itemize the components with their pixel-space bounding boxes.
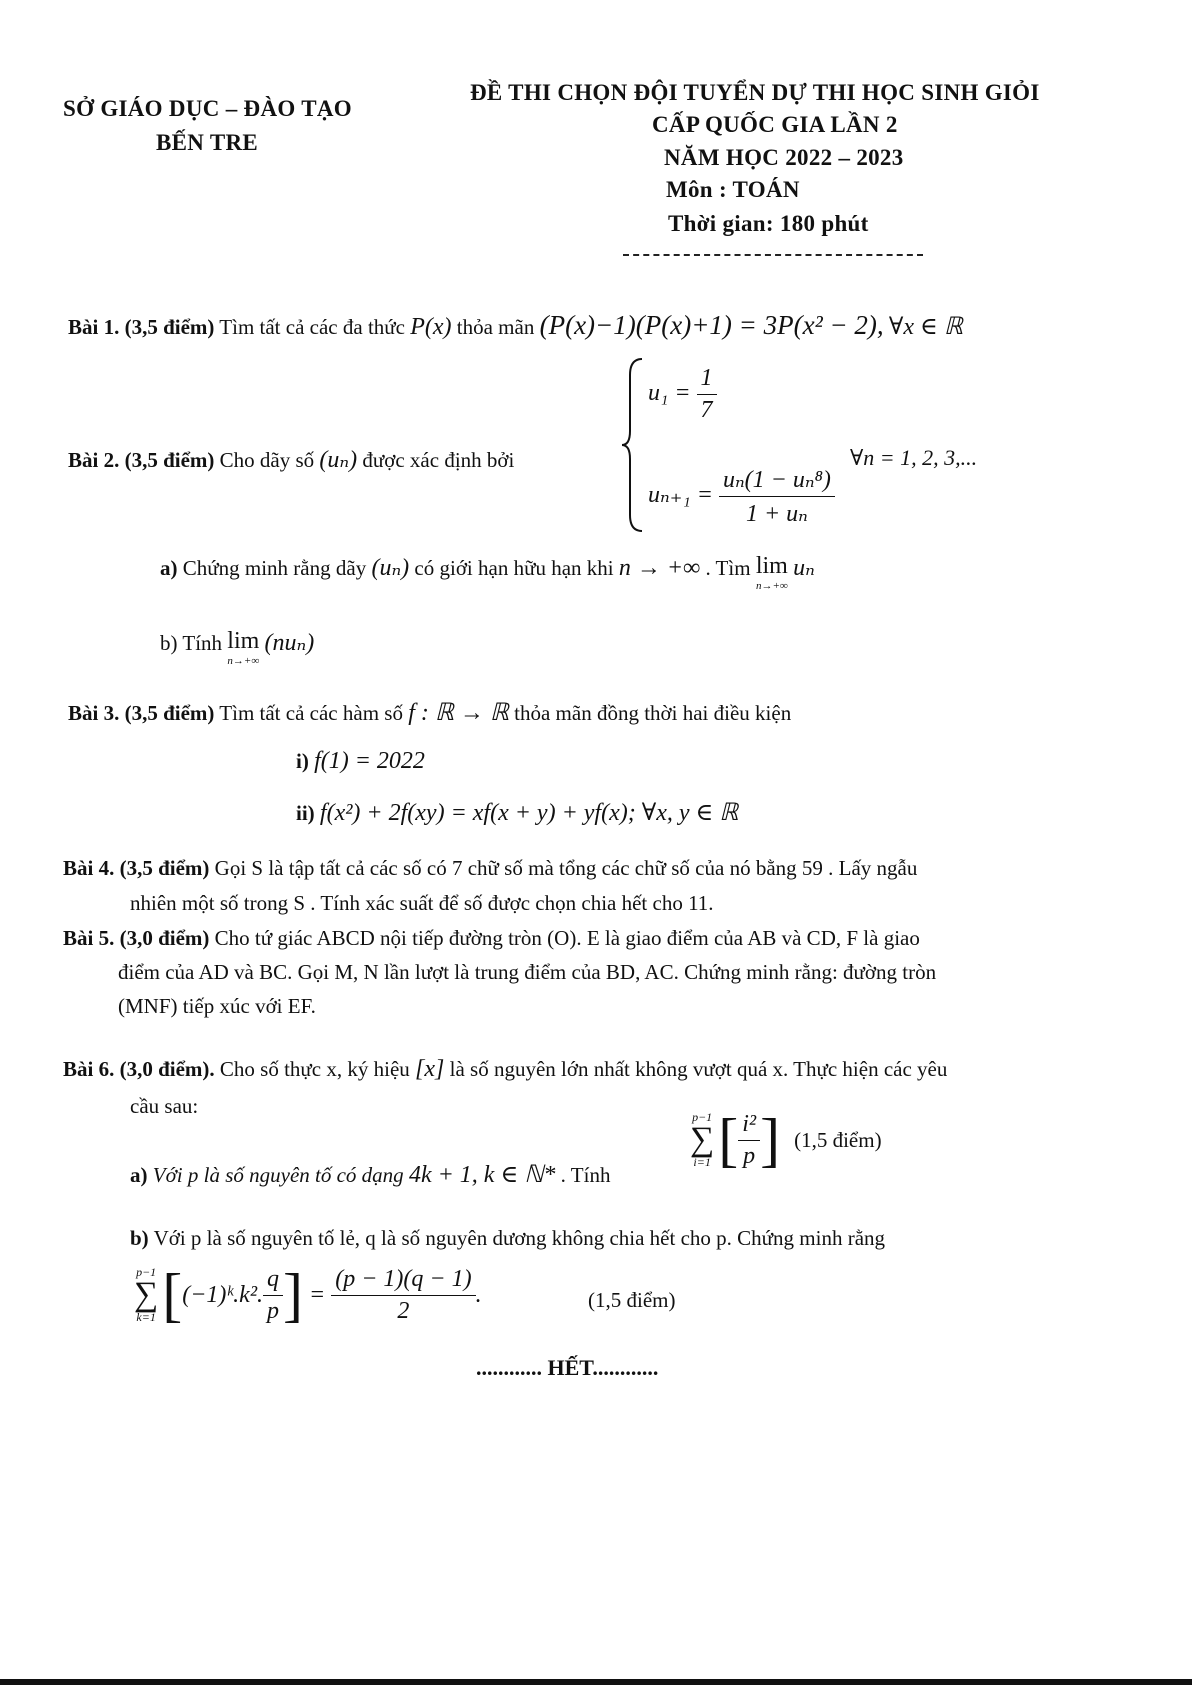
subject: Môn : TOÁN <box>666 177 800 202</box>
problem-6b <box>130 1226 885 1251</box>
problem-1-quantifier: ∀x ∈ ℝ <box>888 314 963 340</box>
cond-ii-label: ii) <box>296 801 315 825</box>
sum-a-fraction <box>738 1111 760 1170</box>
recurrence-un <box>648 465 835 528</box>
un-denominator: 1 + uₙ <box>745 501 808 527</box>
problem-6-label: Bài 6. (3,0 điểm). <box>63 1057 215 1081</box>
rhs-fraction <box>331 1266 475 1325</box>
problem-2b-lim <box>227 628 259 667</box>
problem-6-line1 <box>63 1056 947 1083</box>
u1-denominator: 7 <box>700 397 713 423</box>
sum-b-fraction <box>263 1266 283 1325</box>
sigma-a-icon: ∑ <box>690 1121 715 1158</box>
problem-6-floor: [x] <box>415 1056 445 1082</box>
problem-2-text-before: Cho dãy số <box>219 448 315 472</box>
problem-1-label: Bài 1. (3,5 điểm) <box>68 315 215 339</box>
un-fraction <box>719 465 835 528</box>
problem-2a-text2: có giới hạn hữu hạn khi <box>414 556 614 580</box>
problem-6b-identity <box>134 1262 482 1328</box>
lim-word: lim <box>755 553 788 579</box>
bracket-a-left: [ <box>718 1107 739 1173</box>
sum-b-term: (−1)ᵏ.k². <box>182 1281 264 1308</box>
sigma-b-icon: ∑ <box>134 1276 159 1313</box>
un-numerator: uₙ(1 − uₙ⁸) <box>719 465 835 497</box>
problem-1-text: Tìm tất cả các đa thức <box>219 315 405 339</box>
rhs-den: 2 <box>397 1297 410 1324</box>
cond-i-expr: f(1) = 2022 <box>314 748 425 774</box>
problem-6a-label: a) <box>130 1163 148 1187</box>
sum-b-bottom: k=1 <box>136 1310 156 1324</box>
problem-3-label: Bài 3. (3,5 điểm) <box>68 701 215 725</box>
problem-2a-text3: . Tìm <box>705 556 751 580</box>
bracket-b-left: [ <box>162 1262 183 1328</box>
sum-a-num: i² <box>738 1111 760 1141</box>
sum-a-den: p <box>743 1142 756 1169</box>
bracket-b-right: ] <box>283 1262 303 1328</box>
problem-2a-limit: n → +∞ <box>618 555 701 581</box>
end-marker: ............ HẾT............ <box>476 1355 659 1380</box>
sum-b-num: q <box>263 1266 283 1296</box>
problem-6a-text2: . Tính <box>560 1163 611 1187</box>
department-name: SỞ GIÁO DỤC – ĐÀO TẠO <box>63 96 352 121</box>
rhs-period: . <box>475 1281 482 1308</box>
exam-subtitle: CẤP QUỐC GIA LẦN 2 <box>652 112 898 137</box>
sum-b-den: p <box>267 1297 280 1324</box>
u1-lhs: u₁ = <box>648 380 691 407</box>
system-brace <box>618 355 648 535</box>
problem-2b <box>160 628 314 667</box>
problem-6-text1a: Cho số thực x, ký hiệu <box>219 1057 410 1081</box>
sum-a-bottom: i=1 <box>693 1155 711 1169</box>
un-lhs: uₙ₊₁ = <box>648 482 713 509</box>
problem-1-poly: P(x) <box>410 314 452 340</box>
problem-5-line3: (MNF) tiếp xúc với EF. <box>118 994 316 1018</box>
lim-subscript-b: n→+∞ <box>227 655 260 667</box>
bracket-a-right: ] <box>760 1107 781 1173</box>
problem-2-text-after: được xác định bởi <box>362 448 515 472</box>
lim-word-b: lim <box>227 628 260 654</box>
problem-3-text: Tìm tất cả các hàm số <box>219 701 403 725</box>
problem-2-intro <box>68 445 514 474</box>
problem-2a-seq: (uₙ) <box>371 555 410 581</box>
problem-2a-label: a) <box>160 556 178 580</box>
u1-fraction <box>697 365 717 424</box>
problem-3-cond-i <box>296 748 425 775</box>
problem-1 <box>68 310 963 341</box>
equals-sign: = <box>309 1281 326 1308</box>
problem-1-equation: (P(x)−1)(P(x)+1) = 3P(x² − 2), <box>539 310 884 340</box>
problem-4-line2: nhiên một số trong S . Tính xác suất để số được chọn chia hết cho 11. <box>130 891 714 915</box>
header-divider <box>623 254 923 256</box>
problem-5-text1: Cho tứ giác ABCD nội tiếp đường tròn (O). E là giao điểm của AB và CD, F là giao <box>214 926 920 950</box>
problem-3 <box>68 698 791 727</box>
problem-2b-label: b) Tính <box>160 631 223 655</box>
problem-6b-text: Với p là số nguyên tố lẻ, q là số nguyên dương không chia hết cho p. Chứng minh rằng <box>153 1226 886 1250</box>
province-name: BẾN TRE <box>156 130 259 155</box>
problem-2a-lim <box>756 553 788 592</box>
problem-4-text1: Gọi S là tập tất cả các số có 7 chữ số mà tổng các chữ số của nó bằng 59 . Lấy ngẫu <box>214 856 918 880</box>
duration: Thời gian: 180 phút <box>668 211 869 236</box>
problem-3-text2: thỏa mãn đồng thời hai điều kiện <box>514 701 792 725</box>
problem-5-label: Bài 5. (3,0 điểm) <box>63 926 210 950</box>
problem-6-text1b: là số nguyên lớn nhất không vượt quá x. Thực hiện các yêu <box>449 1057 948 1081</box>
problem-6a <box>130 1160 610 1189</box>
cond-i-label: i) <box>296 749 309 773</box>
cond-ii-expr: f(x²) + 2f(xy) = xf(x + y) + yf(x); ∀x, y ∈ ℝ <box>319 800 739 826</box>
problem-4-line1 <box>63 856 917 881</box>
problem-2-seq: (uₙ) <box>319 447 358 473</box>
problem-6a-form: 4k + 1, k ∈ ℕ* <box>408 1162 556 1188</box>
recurrence-forall: ∀n = 1, 2, 3,... <box>850 445 978 470</box>
problem-3-cond-ii <box>296 798 738 827</box>
problem-4-label: Bài 4. (3,5 điểm) <box>63 856 210 880</box>
u1-numerator: 1 <box>697 365 717 395</box>
problem-2a <box>160 553 815 592</box>
problem-6b-label: b) <box>130 1226 149 1250</box>
school-year: NĂM HỌC 2022 – 2023 <box>664 145 904 170</box>
problem-6a-points: (1,5 điểm) <box>794 1127 882 1152</box>
sum-b-sigma <box>134 1265 158 1325</box>
exam-title: ĐỀ THI CHỌN ĐỘI TUYỂN DỰ THI HỌC SINH GIỎI <box>470 80 1040 105</box>
problem-3-func: f : ℝ → ℝ <box>408 700 509 726</box>
problem-6a-sum <box>690 1107 882 1173</box>
problem-6a-text: Với p là số nguyên tố có dạng <box>152 1163 404 1187</box>
lim-subscript: n→+∞ <box>755 580 788 592</box>
problem-5-line1 <box>63 926 920 951</box>
recurrence-u1 <box>648 365 717 424</box>
problem-6-line2: cầu sau: <box>130 1094 199 1118</box>
problem-1-cond: thỏa mãn <box>456 315 535 339</box>
problem-6b-points: (1,5 điểm) <box>588 1288 676 1312</box>
scan-bottom-edge <box>0 1679 1192 1685</box>
problem-2a-expr: uₙ <box>793 555 815 581</box>
sum-a-sigma <box>690 1110 714 1170</box>
problem-2-label: Bài 2. (3,5 điểm) <box>68 448 215 472</box>
problem-5-line2: điểm của AD và BC. Gọi M, N lần lượt là trung điểm của BD, AC. Chứng minh rằng: đường tròn <box>118 960 937 984</box>
rhs-num: (p − 1)(q − 1) <box>331 1266 475 1296</box>
sum-a-top: p−1 <box>692 1110 713 1124</box>
sum-b-top: p−1 <box>136 1265 157 1279</box>
problem-2a-text1: Chứng minh rằng dãy <box>182 556 367 580</box>
problem-2b-expr: (nuₙ) <box>264 630 315 656</box>
